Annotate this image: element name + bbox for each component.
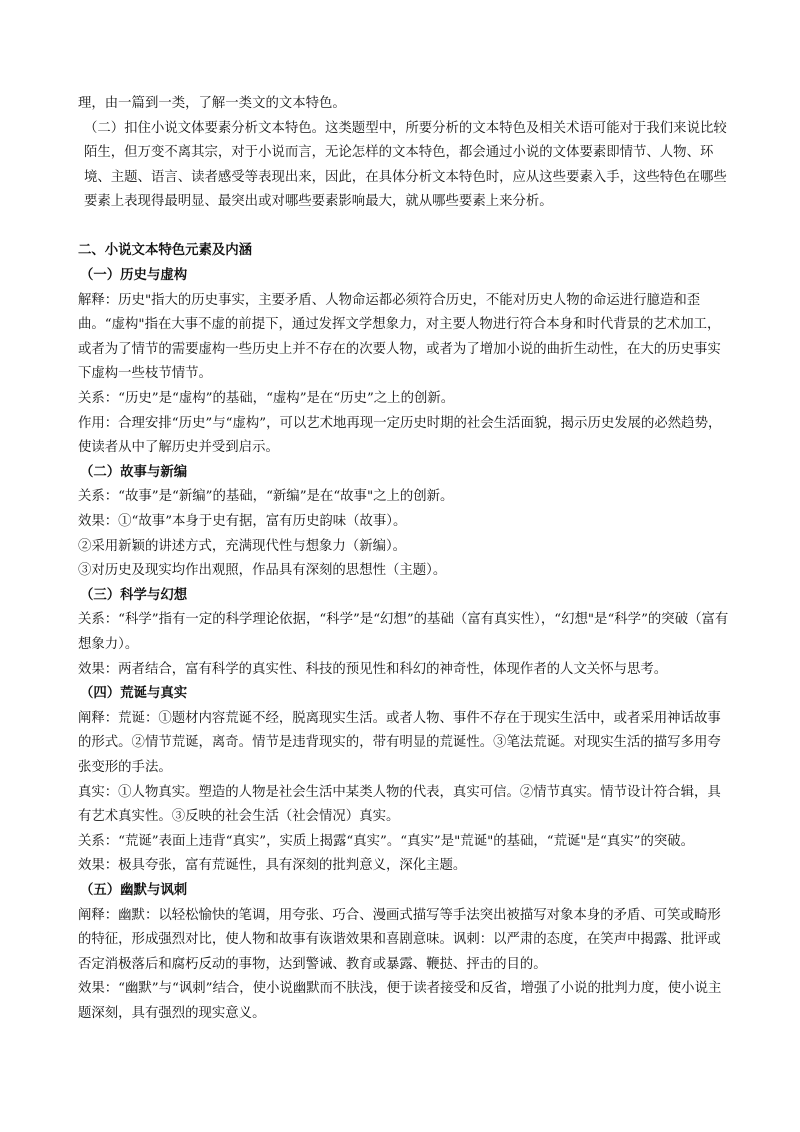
- document-page: [78, 92, 730, 1026]
- paragraph-effect: 效果：两者结合，富有科学的真实性、科技的预见性和科幻的神奇性，体现作者的人文关怀与思考。: [78, 661, 668, 677]
- paragraph-effect-item: ②采用新颖的讲述方式，充满现代性与想象力（新编）。: [78, 538, 407, 554]
- paragraph-function: 作用：合理安排“历史”与“虚构”，可以艺术地再现一定历史时期的社会生活面貌，揭示历史发展的必然趋势，使读者从中了解历史并受到启示。: [78, 415, 722, 456]
- section-title: 二、小说文本特色元素及内涵: [78, 243, 253, 259]
- paragraph-effect-item: ③对历史及现实均作出观照，作品具有深刻的思想性（主题）。: [78, 563, 447, 579]
- intro-line: 理，由一篇到一类，了解一类文的文本特色。: [78, 96, 346, 111]
- paragraph-real: 真实：①人物真实。塑造的人物是社会生活中某类人物的代表，真实可信。②情节真实。情节设计符合辑，具有艺术真实性。③反映的社会生活（社会情况）真实。: [78, 784, 721, 825]
- paragraph-effect: 效果：极具夸张，富有荒诞性，具有深刻的批判意义，深化主题。: [78, 858, 467, 874]
- paragraph-relation: 关系：“故事”是“新编”的基础，“新编”是在“故事"之上的创新。: [78, 489, 454, 505]
- subsection-title-humor-satire: （五）幽默与讽刺: [80, 882, 188, 898]
- subsection-title-science-fantasy: （三）科学与幻想: [80, 587, 188, 603]
- paragraph-interpretation: 阐释：幽默：以轻松愉快的笔调，用夸张、巧合、漫画式描写等手法突出被描写对象本身的矛盾、可笑或畸形的特征，形成强烈对比，使人物和故事有诙谐效果和喜剧意味。讽刺：以严肃的态度，在笑声中揭露、批评或否定消极落后和腐朽反动的事物，达到警诫、教育或暴露、鞭挞、抨击的目的。: [78, 907, 721, 972]
- paragraph-explanation: 解释：历史"指大的历史事实，主要矛盾、人物命运都必须符合历史，不能对历史人物的命运进行臆造和歪曲。“虚构"指在大事不虚的前提下，通过发挥文学想象力，对主要人物进行符合本身和时代背景的艺术加工，或者为了情节的需要虚构一些历史上并不存在的次要人物，或者为了增加小说的曲折生动性，在大的历史事实下虚构一些枝节情节。: [78, 292, 721, 382]
- paragraph-relation: 关系：“荒诞”表面上违背“真实”，实质上揭露“真实”。“真实”是"荒诞"的基础，“荒诞"是“真实”的突破。: [78, 833, 695, 849]
- paragraph-interpretation: 阐释：荒诞：①题材内容荒诞不经，脱离现实生活。或者人物、事件不存在于现实生活中，或者采用神话故事的形式。②情节荒诞，离奇。情节是违背现实的，带有明显的荒诞性。③笔法荒诞。对现实生活的描写多用夸张变形的手法。: [78, 710, 721, 775]
- paragraph-effect: 效果：“幽默”与“讽刺”结合，使小说幽默而不肤浅，便于读者接受和反省，增强了小说的批判力度，使小说主题深刻，具有强烈的现实意义。: [78, 981, 722, 1021]
- paragraph-effect: 效果：①“故事”本身于史有据，富有历史韵味（故事）。: [78, 514, 407, 529]
- subsection-title-history-fiction: （一）历史与虚构: [80, 268, 188, 284]
- paragraph-relation: 关系：“科学”指有一定的科学理论依据，“科学”是“幻想”的基础（富有真实性），“幻想"是“科学”的突破（富有想象力）。: [78, 612, 729, 652]
- spacer: [78, 215, 730, 240]
- intro-paragraph: （二）扣住小说文体要素分析文本特色。这类题型中，所要分析的文本特色及相关术语可能对于我们来说比较陌生，但万变不离其宗，对于小说而言，无论怎样的文本特色，都会通过小说的文体要素即情节、人物、环境、主题、语言、读者感受等表现出来，因此，在具体分析文本特色时，应从这些要素入手，这些特色在哪些要素上表现得最明显、最突出或对哪些要素影响最大，就从哪些要素上来分析。: [84, 120, 727, 210]
- paragraph-relation: 关系：“历史”是“虚构”的基础，“虚构”是在“历史”之上的创新。: [78, 391, 455, 407]
- subsection-title-absurd-real: （四）荒诞与真实: [80, 686, 188, 702]
- subsection-title-story-new: （二）故事与新编: [80, 464, 188, 480]
